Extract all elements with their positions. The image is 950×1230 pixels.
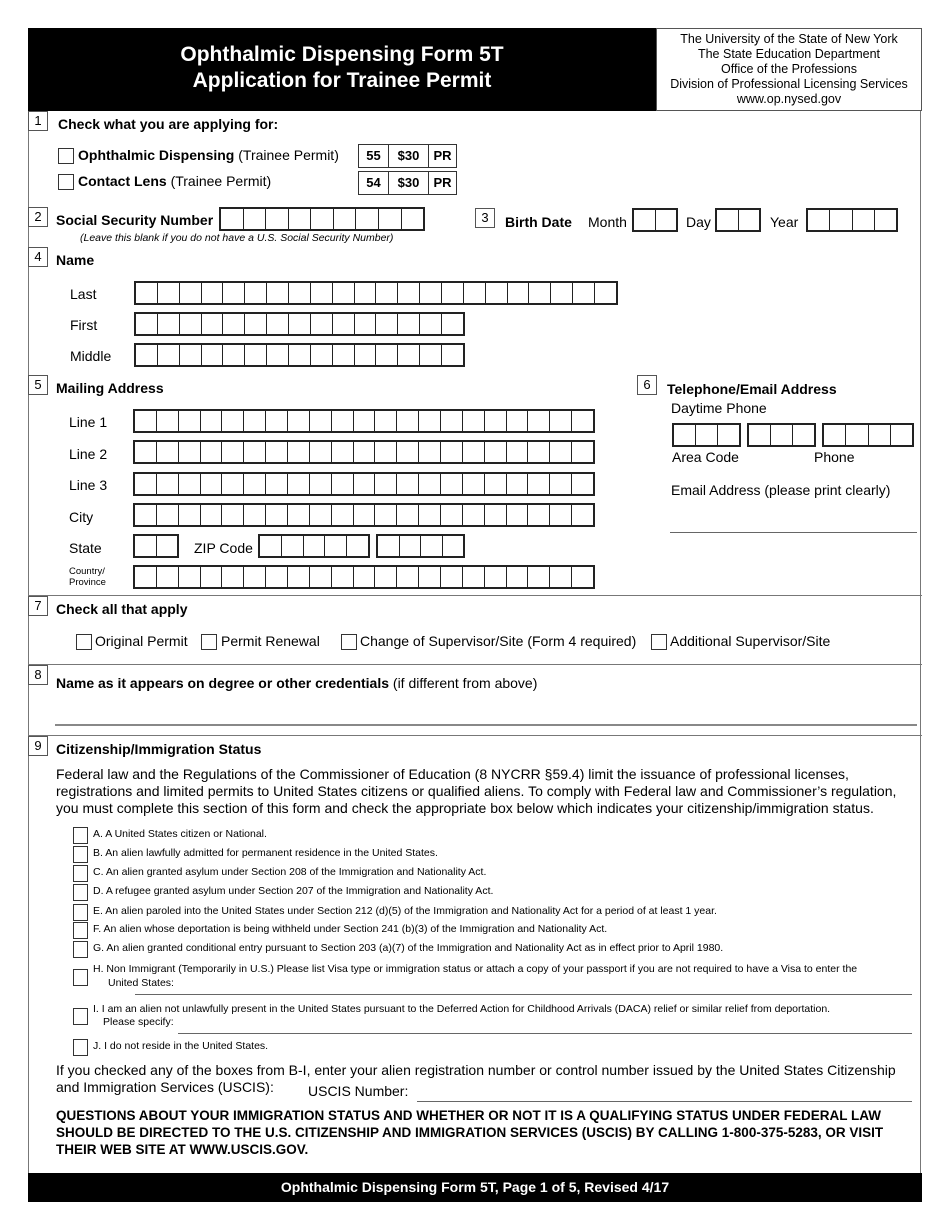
agency-line: The University of the State of New York [680, 32, 898, 46]
birth-date-label: Birth Date [505, 214, 572, 230]
address-line3-input[interactable] [133, 472, 595, 496]
citizen-option-i-label: I. I am an alien not unlawfully present in the United States pursuant to the Deferred Action for Childhood Arrivals (DACA) relief or similar relief from deportation. [93, 1003, 831, 1015]
fee-amount: $30 [389, 172, 429, 194]
agency-line: Office of the Professions [721, 62, 857, 76]
telephone-email-title: Telephone/Email Address [667, 381, 837, 397]
agency-info [656, 28, 922, 111]
citizen-option-j-label: J. I do not reside in the United States. [93, 1040, 269, 1052]
last-name-input[interactable] [134, 281, 618, 305]
section-number: 4 [28, 247, 48, 267]
original-permit-label: Original Permit [95, 633, 188, 649]
divider [28, 664, 922, 665]
ssn-label: Social Security Number [56, 212, 214, 228]
fee-code-table [358, 171, 457, 195]
phone-label: Phone [814, 449, 855, 465]
uscis-warning: QUESTIONS ABOUT YOUR IMMIGRATION STATUS AND WHETHER OR NOT IT IS A QUALIFYING STATUS UNDER FEDERAL LAW SHOULD BE DIRECTED TO THE U.S. CITIZENSHIP AND IMMIGRATION SERVICES (USCIS) BY CALLING 1-800-375-5283, OR VISIT THEIR WEB SITE AT WWW.USCIS.GOV. [56, 1108, 884, 1157]
section1-title: Check what you are applying for: [58, 116, 279, 132]
citizenship-intro: Federal law and the Regulations of the Commissioner of Education (8 NYCRR §59.4) limit the issuance of professional licenses, registrations and limited permits to United States citizens or qualified aliens. To comply with Federal law and Commissioner’s regulation, you must complete this section of this form and check the appropriate box below which indicates your citizenship/immigration status. [56, 766, 897, 816]
credential-name-title: Name as it appears on degree or other credentials (if different from above) [56, 675, 538, 691]
birth-day-input[interactable] [715, 208, 761, 232]
citizen-option-e-checkbox[interactable] [73, 904, 88, 921]
form-title-line1: Ophthalmic Dispensing Form 5T [180, 43, 504, 66]
fee-code-table [358, 144, 457, 168]
agency-website: www.op.nysed.gov [736, 92, 842, 106]
contact-lens-checkbox[interactable] [58, 174, 74, 190]
citizen-option-c-checkbox[interactable] [73, 865, 88, 882]
section-number: 1 [28, 111, 48, 131]
month-label: Month [588, 214, 627, 230]
section-number: 6 [637, 375, 657, 395]
section-number: 2 [28, 207, 48, 227]
first-name-label: First [70, 317, 98, 333]
state-label: State [69, 540, 102, 556]
section-number: 9 [28, 736, 48, 756]
citizen-option-b-checkbox[interactable] [73, 846, 88, 863]
phone-prefix-input[interactable] [747, 423, 816, 447]
ophthalmic-dispensing-checkbox[interactable] [58, 148, 74, 164]
citizen-option-d-label: D. A refugee granted asylum under Section 207 of the Immigration and Nationality Act. [93, 885, 494, 897]
mailing-address-title: Mailing Address [56, 380, 164, 396]
citizen-option-g-checkbox[interactable] [73, 941, 88, 958]
birth-month-input[interactable] [632, 208, 678, 232]
citizen-option-h-label-cont: United States: [108, 977, 174, 989]
citizen-option-b-label: B. An alien lawfully admitted for permanent residence in the United States. [93, 847, 438, 859]
citizen-option-j-checkbox[interactable] [73, 1039, 88, 1056]
change-supervisor-checkbox[interactable] [341, 634, 357, 650]
email-label: Email Address (please print clearly) [671, 482, 891, 498]
citizenship-title: Citizenship/Immigration Status [56, 741, 262, 757]
address-line2-input[interactable] [133, 440, 595, 464]
address-line1-label: Line 1 [69, 414, 108, 430]
form-title [28, 42, 656, 94]
year-label: Year [770, 214, 799, 230]
uscis-number-input[interactable] [417, 1101, 912, 1102]
uscis-number-label: USCIS Number: [308, 1083, 409, 1099]
middle-name-label: Middle [70, 348, 112, 364]
uscis-instructions: If you checked any of the boxes from B-I, enter your alien registration number or control number issued by the United States Citizenship and Immigration Services (USCIS): [56, 1062, 896, 1095]
section-number: 5 [28, 375, 48, 395]
additional-supervisor-checkbox[interactable] [651, 634, 667, 650]
agency-line: Division of Professional Licensing Services [670, 77, 908, 91]
citizen-option-f-label: F. An alien whose deportation is being withheld under Section 241 (b)(3) of the Immigration and Nationality Act. [93, 923, 608, 935]
email-input[interactable] [670, 532, 917, 533]
form-title-line2: Application for Trainee Permit [192, 69, 492, 92]
divider [28, 735, 922, 736]
daytime-phone-label: Daytime Phone [671, 400, 767, 416]
citizen-option-c-label: C. An alien granted asylum under Section 208 of the Immigration and Nationality Act. [93, 866, 487, 878]
country-province-label: Country/ Province [69, 566, 106, 588]
city-label: City [69, 509, 94, 525]
citizen-option-i-label-cont: Please specify: [103, 1016, 174, 1028]
section-number: 8 [28, 665, 48, 685]
section-number: 3 [475, 208, 495, 228]
area-code-input[interactable] [672, 423, 741, 447]
area-code-label: Area Code [672, 449, 739, 465]
program-code: 54 [359, 172, 389, 194]
address-line2-label: Line 2 [69, 446, 108, 462]
agency-line: The State Education Department [697, 47, 881, 61]
zip-code-label: ZIP Code [194, 540, 253, 556]
header-title-block [28, 28, 656, 111]
credential-name-input[interactable] [55, 724, 917, 726]
section-number: 7 [28, 596, 48, 616]
fee-type: PR [433, 175, 452, 190]
permit-renewal-label: Permit Renewal [221, 633, 320, 649]
name-section-title: Name [56, 252, 95, 268]
citizen-option-a-checkbox[interactable] [73, 827, 88, 844]
citizen-option-g-label: G. An alien granted conditional entry pursuant to Section 203 (a)(7) of the Immigration and Nationality Act as in effect prior to April 1980. [93, 942, 724, 954]
permit-renewal-checkbox[interactable] [201, 634, 217, 650]
zip-code-input[interactable] [258, 534, 370, 558]
daca-specify-input[interactable] [178, 1033, 912, 1034]
last-name-label: Last [70, 286, 97, 302]
first-name-input[interactable] [134, 312, 465, 336]
address-line3-label: Line 3 [69, 477, 108, 493]
visa-type-input[interactable] [135, 994, 912, 995]
birth-year-input[interactable] [806, 208, 898, 232]
city-input[interactable] [133, 503, 595, 527]
citizen-option-d-checkbox[interactable] [73, 884, 88, 901]
citizen-option-a-label: A. A United States citizen or National. [93, 828, 267, 840]
address-line1-input[interactable] [133, 409, 595, 433]
program-code: 55 [359, 145, 389, 167]
day-label: Day [686, 214, 711, 230]
zip-extension-input[interactable] [376, 534, 465, 558]
contact-lens-label: Contact Lens (Trainee Permit) [78, 173, 272, 189]
check-all-title: Check all that apply [56, 601, 188, 617]
additional-supervisor-label: Additional Supervisor/Site [670, 633, 831, 649]
fee-type: PR [433, 148, 452, 163]
citizen-option-i-checkbox[interactable] [73, 1008, 88, 1025]
change-supervisor-label: Change of Supervisor/Site (Form 4 required) [360, 633, 637, 649]
citizen-option-h-label: H. Non Immigrant (Temporarily in U.S.) Please list Visa type or immigration status or attach a copy of your passport if you are not required to have a Visa to enter the [93, 963, 858, 975]
original-permit-checkbox[interactable] [76, 634, 92, 650]
ssn-note: (Leave this blank if you do not have a U.S. Social Security Number) [80, 232, 394, 244]
country-province-input[interactable] [133, 565, 595, 589]
ophthalmic-dispensing-label: Ophthalmic Dispensing (Trainee Permit) [78, 147, 339, 163]
state-input[interactable] [133, 534, 179, 558]
middle-name-input[interactable] [134, 343, 465, 367]
citizen-option-f-checkbox[interactable] [73, 922, 88, 939]
citizen-option-h-checkbox[interactable] [73, 969, 88, 986]
divider [28, 595, 922, 596]
citizen-option-e-label: E. An alien paroled into the United States under Section 212 (d)(5) of the Immigration and Nationality Act for a period of at least 1 year. [93, 905, 717, 917]
ssn-input[interactable] [219, 207, 425, 231]
page-footer: Ophthalmic Dispensing Form 5T, Page 1 of 5, Revised 4/17 [28, 1173, 922, 1202]
phone-line-input[interactable] [822, 423, 914, 447]
fee-amount: $30 [389, 145, 429, 167]
